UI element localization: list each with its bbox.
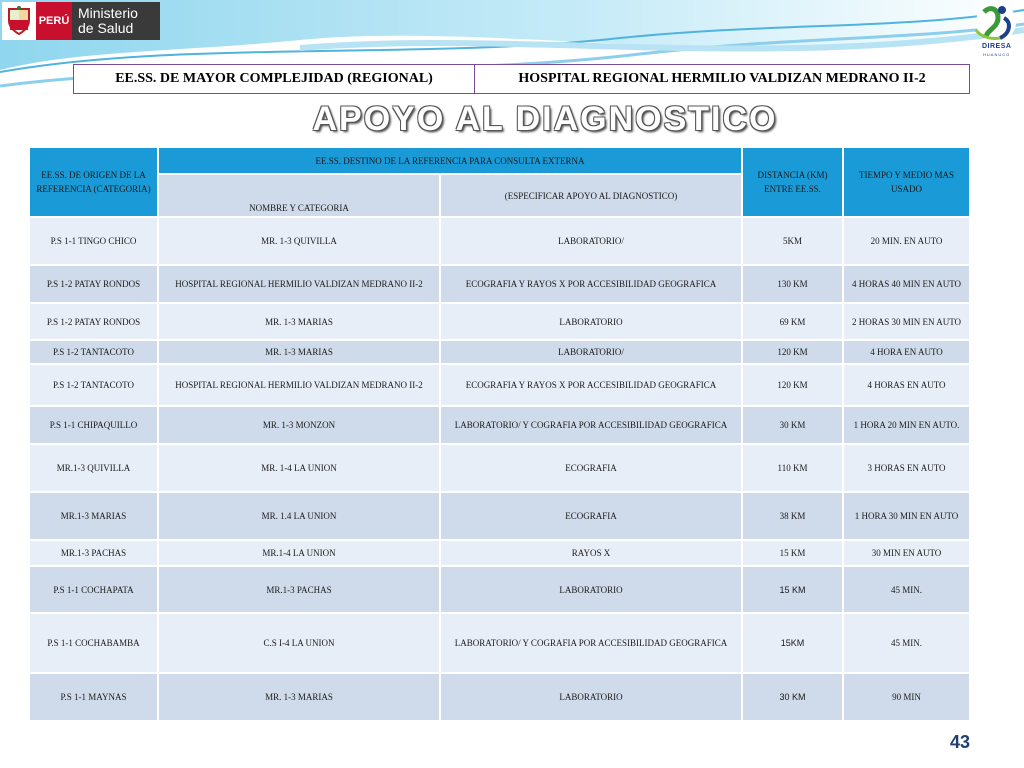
cell-nombre: HOSPITAL REGIONAL HERMILIO VALDIZAN MEDRANO II-2 [158, 265, 440, 303]
table-row [29, 406, 970, 444]
ministerio-salud-logo [2, 2, 160, 40]
cell-apoyo: RAYOS X [440, 540, 742, 566]
page-title: APOYO AL DIAGNOSTICO [312, 100, 778, 138]
cell-apoyo: LABORATORIO [440, 566, 742, 613]
peru-shield-icon [2, 2, 36, 40]
diresa-name: DIRESA [982, 43, 1012, 50]
diresa-region: HUANUCO [983, 52, 1011, 57]
table-row [29, 492, 970, 540]
cell-origen: P.S 1-2 TANTACOTO [29, 364, 158, 406]
cell-apoyo: ECOGRAFIA Y RAYOS X POR ACCESIBILIDAD GEOGRAFICA [440, 364, 742, 406]
table-row [29, 303, 970, 340]
cell-origen: P.S 1-1 COCHAPATA [29, 566, 158, 613]
cell-apoyo: ECOGRAFIA Y RAYOS X POR ACCESIBILIDAD GEOGRAFICA [440, 265, 742, 303]
table-row [29, 444, 970, 492]
table-row [29, 364, 970, 406]
header-right-label: HOSPITAL REGIONAL HERMILIO VALDIZAN MEDRANO II-2 [518, 71, 926, 86]
cell-nombre: MR. 1-4 LA UNION [158, 444, 440, 492]
ministerio-label [72, 2, 160, 40]
cell-nombre: MR. 1-3 QUIVILLA [158, 217, 440, 265]
cell-origen: P.S 1-2 PATAY RONDOS [29, 303, 158, 340]
cell-nombre: MR. 1-3 MARIAS [158, 673, 440, 721]
cell-distancia: 5KM [742, 217, 843, 265]
table-row [29, 566, 970, 613]
cell-tiempo: 1 HORA 30 MIN EN AUTO [843, 492, 970, 540]
cell-origen: MR.1-3 MARIAS [29, 492, 158, 540]
cell-origen: MR.1-3 PACHAS [29, 540, 158, 566]
cell-apoyo: ECOGRAFIA [440, 444, 742, 492]
cell-origen: P.S 1-1 COCHABAMBA [29, 613, 158, 673]
table-row [29, 340, 970, 364]
cell-distancia: 15KM [742, 613, 843, 673]
table-row [29, 673, 970, 721]
cell-apoyo: LABORATORIO/ [440, 340, 742, 364]
cell-origen: P.S 1-1 TINGO CHICO [29, 217, 158, 265]
cell-apoyo: LABORATORIO/ Y COGRAFIA POR ACCESIBILIDAD GEOGRAFICA [440, 613, 742, 673]
cell-origen: P.S 1-1 MAYNAS [29, 673, 158, 721]
referencias-table [28, 146, 971, 722]
ministerio-line: Ministerio [78, 5, 138, 21]
header-distancia: DISTANCIA (KM) ENTRE EE.SS. [742, 147, 843, 217]
cell-distancia: 120 KM [742, 340, 843, 364]
cell-nombre: MR.1-4 LA UNION [158, 540, 440, 566]
cell-origen: P.S 1-1 CHIPAQUILLO [29, 406, 158, 444]
cell-nombre: MR. 1-3 MARIAS [158, 340, 440, 364]
header-tiempo: TIEMPO Y MEDIO MAS USADO [843, 147, 970, 217]
cell-tiempo: 45 MIN. [843, 566, 970, 613]
cell-tiempo: 1 HORA 20 MIN EN AUTO. [843, 406, 970, 444]
cell-distancia: 130 KM [742, 265, 843, 303]
cell-distancia: 120 KM [742, 364, 843, 406]
salud-line: de Salud [78, 20, 134, 36]
cell-distancia: 15 KM [742, 540, 843, 566]
cell-apoyo: LABORATORIO [440, 673, 742, 721]
cell-distancia: 15 KM [742, 566, 843, 613]
cell-distancia: 30 KM [742, 673, 843, 721]
cell-tiempo: 30 MIN EN AUTO [843, 540, 970, 566]
header-bar [73, 64, 970, 94]
peru-label: PERÚ [36, 2, 72, 40]
page-number: 43 [950, 732, 971, 752]
cell-tiempo: 4 HORAS EN AUTO [843, 364, 970, 406]
cell-tiempo: 2 HORAS 30 MIN EN AUTO [843, 303, 970, 340]
cell-distancia: 30 KM [742, 406, 843, 444]
cell-nombre: MR. 1-3 MARIAS [158, 303, 440, 340]
table-row [29, 217, 970, 265]
cell-distancia: 110 KM [742, 444, 843, 492]
cell-origen: P.S 1-2 PATAY RONDOS [29, 265, 158, 303]
header-nombre: NOMBRE Y CATEGORIA [158, 174, 440, 217]
header-origen: EE.SS. DE ORIGEN DE LA REFERENCIA (CATEGORIA) [29, 147, 158, 217]
cell-tiempo: 4 HORAS 40 MIN EN AUTO [843, 265, 970, 303]
cell-tiempo: 20 MIN. EN AUTO [843, 217, 970, 265]
cell-nombre: MR. 1.4 LA UNION [158, 492, 440, 540]
cell-tiempo: 45 MIN. [843, 613, 970, 673]
cell-origen: MR.1-3 QUIVILLA [29, 444, 158, 492]
header-destino: EE.SS. DESTINO DE LA REFERENCIA PARA CONSULTA EXTERNA [158, 147, 742, 174]
table-row [29, 540, 970, 566]
cell-tiempo: 4 HORA EN AUTO [843, 340, 970, 364]
cell-nombre: MR. 1-3 MONZON [158, 406, 440, 444]
cell-origen: P.S 1-2 TANTACOTO [29, 340, 158, 364]
cell-tiempo: 3 HORAS EN AUTO [843, 444, 970, 492]
cell-nombre: HOSPITAL REGIONAL HERMILIO VALDIZAN MEDRANO II-2 [158, 364, 440, 406]
cell-tiempo: 90 MIN [843, 673, 970, 721]
header-left-label: EE.SS. DE MAYOR COMPLEJIDAD (REGIONAL) [74, 65, 475, 93]
header-apoyo: (ESPECIFICAR APOYO AL DIAGNOSTICO) [440, 174, 742, 217]
cell-nombre: MR.1-3 PACHAS [158, 566, 440, 613]
table-row [29, 613, 970, 673]
cell-apoyo: ECOGRAFIA [440, 492, 742, 540]
cell-apoyo: LABORATORIO/ Y COGRAFIA POR ACCESIBILIDAD GEOGRAFICA [440, 406, 742, 444]
cell-distancia: 69 KM [742, 303, 843, 340]
table-row [29, 265, 970, 303]
cell-distancia: 38 KM [742, 492, 843, 540]
cell-apoyo: LABORATORIO [440, 303, 742, 340]
cell-nombre: C.S I-4 LA UNION [158, 613, 440, 673]
cell-apoyo: LABORATORIO/ [440, 217, 742, 265]
